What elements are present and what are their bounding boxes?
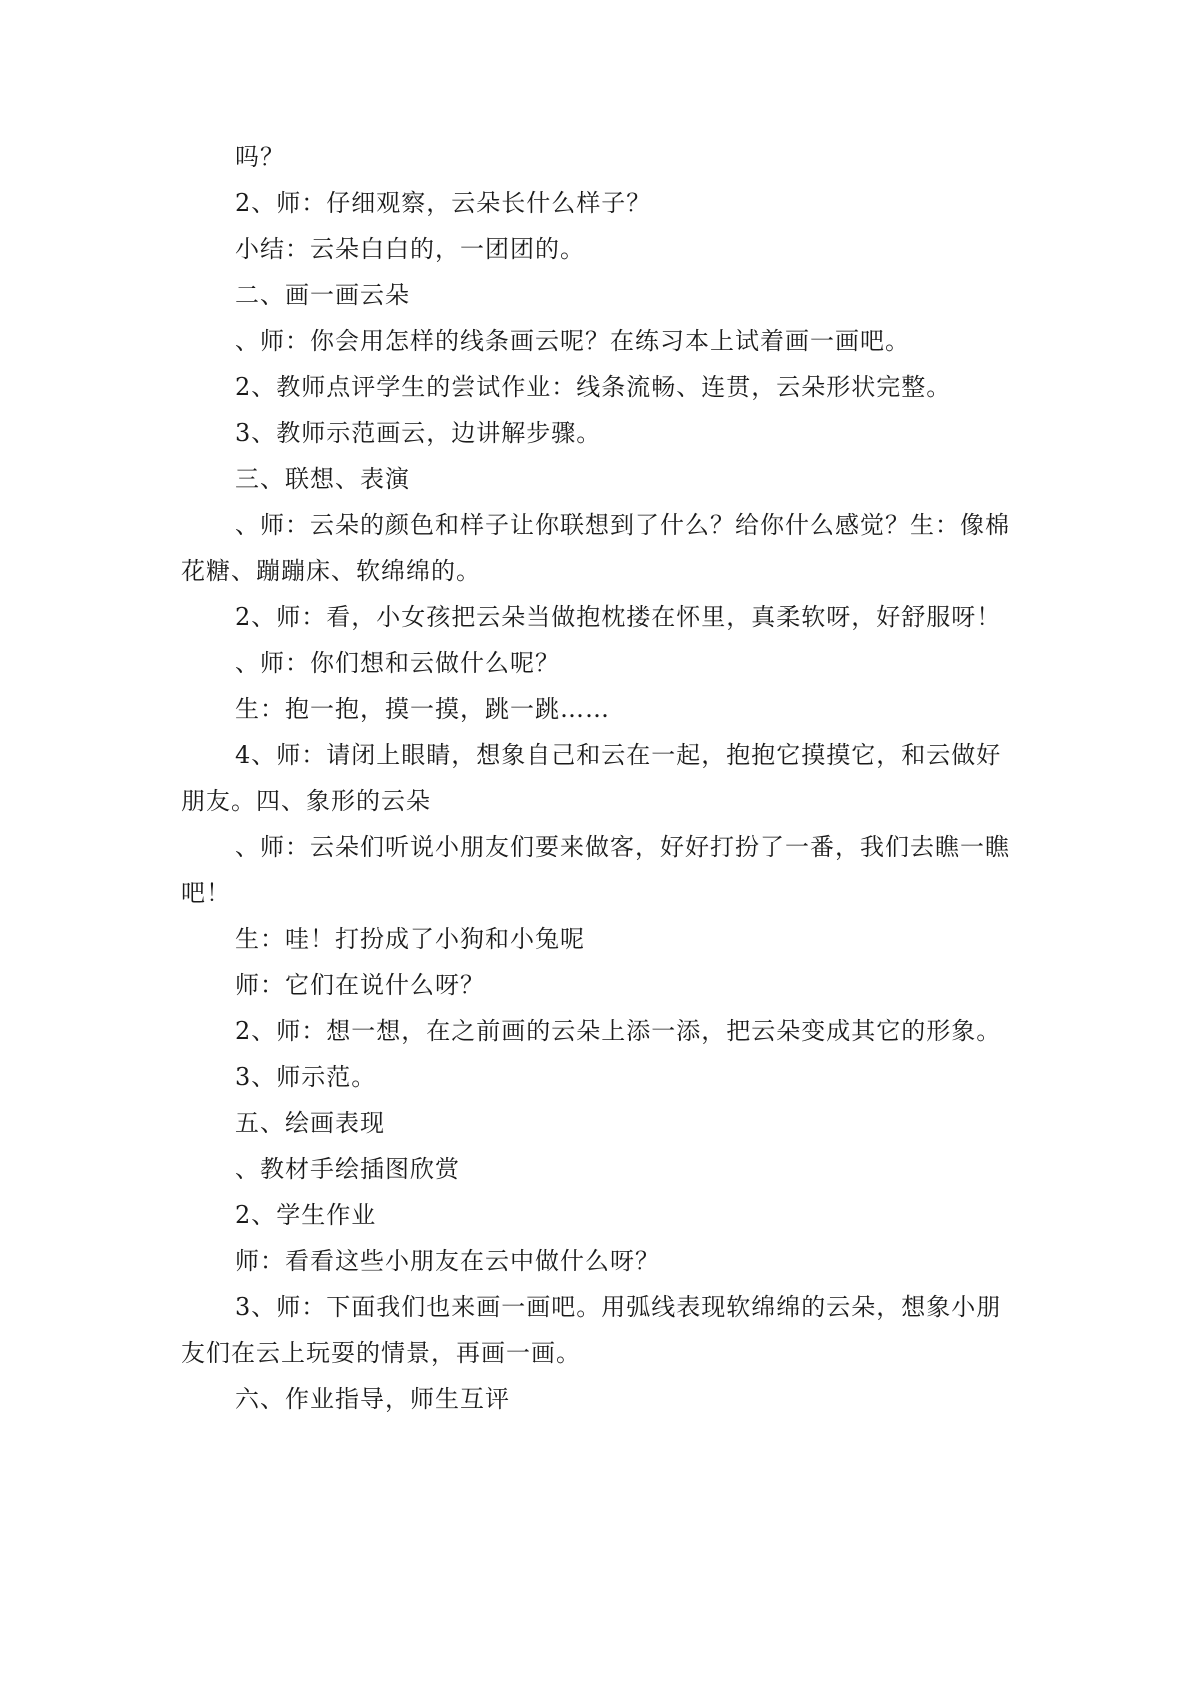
section-heading: 三、联想、表演 <box>235 465 410 493</box>
paragraph: 3、师：下面我们也来画一画吧。用弧线表现软绵绵的云朵，想象小朋友们在云上玩耍的情景，再画一画。 <box>181 1293 1002 1367</box>
paragraph: 师：它们在说什么呀？ <box>235 971 485 999</box>
paragraph: 3、教师示范画云，边讲解步骤。 <box>235 419 602 447</box>
paragraph: 3、师示范。 <box>235 1063 377 1091</box>
paragraph: 2、教师点评学生的尝试作业：线条流畅、连贯，云朵形状完整。 <box>235 373 952 401</box>
paragraph: 吗？ <box>235 143 285 171</box>
paragraph: 、师：你们想和云做什么呢？ <box>235 649 560 677</box>
paragraph: 生：哇！打扮成了小狗和小兔呢 <box>235 925 585 953</box>
paragraph: 、教材手绘插图欣赏 <box>235 1155 460 1183</box>
paragraph: 师：看看这些小朋友在云中做什么呀？ <box>235 1247 660 1275</box>
paragraph: 、师：你会用怎样的线条画云呢？在练习本上试着画一画吧。 <box>235 327 910 355</box>
paragraph: 4、师：请闭上眼睛，想象自己和云在一起，抱抱它摸摸它，和云做好朋友。四、象形的云朵 <box>181 741 1002 815</box>
paragraph: 2、师：想一想，在之前画的云朵上添一添，把云朵变成其它的形象。 <box>235 1017 1002 1045</box>
paragraph: 、师：云朵的颜色和样子让你联想到了什么？给你什么感觉？生：像棉花糖、蹦蹦床、软绵绵的。 <box>181 511 1010 585</box>
paragraph: 小结：云朵白白的，一团团的。 <box>235 235 585 263</box>
section-heading: 二、画一画云朵 <box>235 281 410 309</box>
section-heading: 五、绘画表现 <box>235 1109 385 1137</box>
paragraph: 、师：云朵们听说小朋友们要来做客，好好打扮了一番，我们去瞧一瞧吧！ <box>181 833 1010 907</box>
paragraph: 2、师：看，小女孩把云朵当做抱枕搂在怀里，真柔软呀，好舒服呀！ <box>235 603 1002 631</box>
paragraph: 生：抱一抱，摸一摸，跳一跳…… <box>235 695 610 723</box>
section-heading: 六、作业指导，师生互评 <box>235 1385 510 1413</box>
paragraph: 2、学生作业 <box>235 1201 377 1229</box>
paragraph: 2、师：仔细观察，云朵长什么样子？ <box>235 189 652 217</box>
document-body <box>181 134 1021 1422</box>
